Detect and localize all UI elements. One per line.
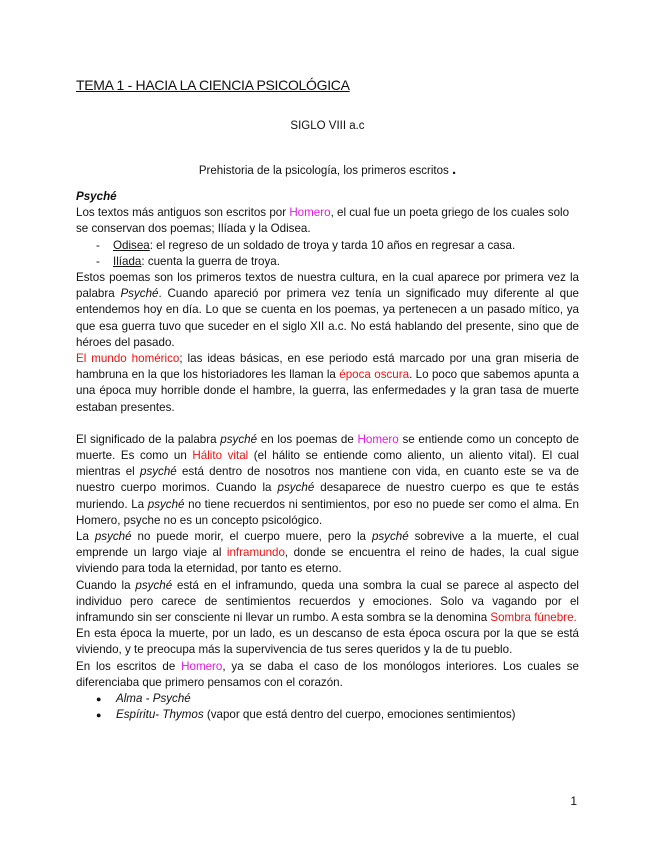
heading-line: Prehistoria de la psicología, los primeros escritos .	[198, 161, 457, 178]
subtitle: SIGLO VIII a.c	[290, 120, 365, 132]
paragraph-4: El significado de la palabra psyché en los poemas de Homero se entiende como un concepto de muerte. Es como un Hálito vital (el hálito se entiende como aliento, un aliento vital). El cual mientras el psyché está dentro de nosotros nos mantiene con vida, en cuanto este se va de nuestro cuerpo morimos. Cuando la psyché desaparece de nuestro cuerpo es que te estás muriendo. La psyché no tiene recuerdos ni sentimientos, por eso no puede ser como el alma. En Homero, psyche no es un concepto psicológico.	[76, 432, 580, 527]
paragraph-1: Los textos más antiguos son escritos por Homero, el cual fue un poeta griego de los cuales solo se conservan dos poemas; Ilíada y la Odisea.	[76, 206, 570, 236]
bullet-icon: ●	[96, 694, 102, 705]
bullet-list	[76, 691, 579, 723]
dash-list	[76, 238, 579, 270]
content-body	[76, 189, 579, 724]
bullet-icon: ●	[96, 710, 102, 721]
paragraph-7: En esta época la muerte, por un lado, es un descanso de esta época oscura por la que se está viviendo, y te preocupa más la supervivencia de tus seres queridos y la de tu pueblo.	[76, 627, 579, 657]
paragraph-6: Cuando la psyché está en el inframundo, queda una sombra la cual se parece al aspecto del individuo pero carece de sentimientos recuerdos y emociones. Solo va vagando por el inframundo sin ser consciente ni llevar un rumbo. A esta sombra se la denomina Sombra fúnebre.	[76, 578, 580, 625]
page-number: 1	[570, 794, 577, 808]
paragraph-3: El mundo homérico; las ideas básicas, en ese periodo está marcado por una gran miseria de hambruna en la que los historiadores les llaman la época oscura. Lo poco que sabemos apunta a una época muy horrible donde el hambre, la guerra, las enfermedades y la gran tasa de muerte estaban presentes.	[76, 352, 580, 414]
list-item: ● Espíritu- Thymos (vapor que está dentro del cuerpo, emociones sentimientos)	[76, 707, 579, 723]
section-title: Psyché	[76, 190, 117, 203]
link-homero: Homero	[289, 206, 331, 220]
paragraph-8: En los escritos de Homero, ya se daba el caso de los monólogos interiores. Los cuales se diferenciaba que primero pensamos con el corazón.	[76, 659, 579, 689]
list-item: - Ilíada: cuenta la guerra de troya.	[96, 254, 280, 268]
document-title: TEMA 1 - HACIA LA CIENCIA PSICOLÓGICA	[76, 77, 350, 93]
paragraph-5: La psyché no puede morir, el cuerpo muere, pero la psyché sobrevive a la muerte, el cual emprende un largo viaje al inframundo, donde se encuentra el reino de hades, la cual sigue viviendo para toda la eternidad, por tanto es eterno.	[76, 530, 579, 576]
paragraph-2: Estos poemas son los primeros textos de nuestra cultura, en la cual aparece por primera vez la palabra Psyché. Cuando apareció por primera vez tenía un significado muy diferente al que entendemos hoy en día. Lo que se cuenta en los poemas, ya pertenecen a un pasado mítico, ya que esa guerra tuvo que suceder en el siglo XII a.c. No está hablando del presente, sino que de héroes del pasado.	[76, 271, 579, 349]
list-item: ● Alma - Psyché	[76, 691, 579, 707]
list-item: - Odisea: el regreso de un soldado de troya y tarda 10 años en regresar a casa.	[96, 238, 516, 252]
